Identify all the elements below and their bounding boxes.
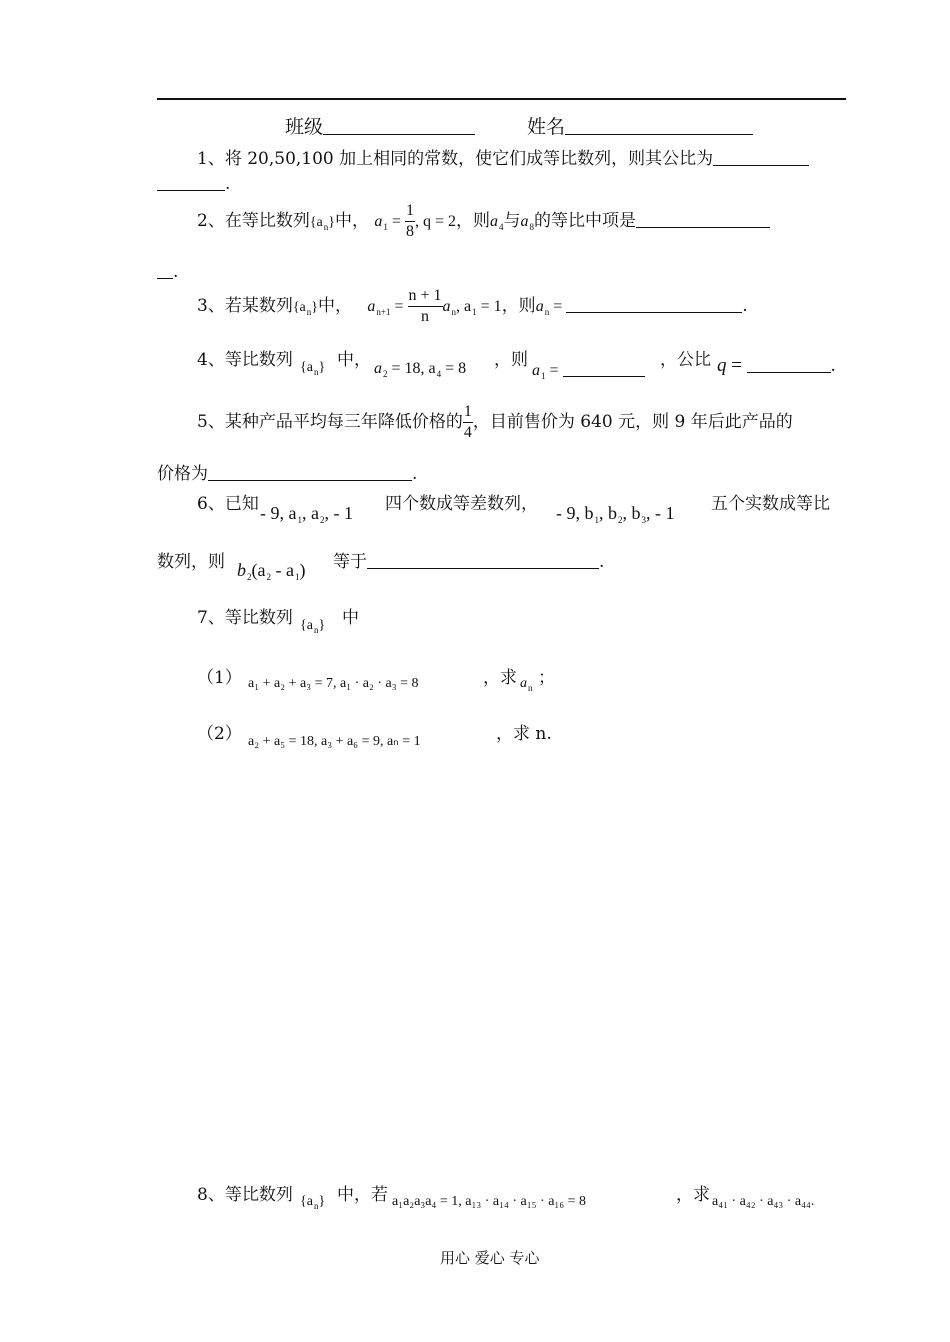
q3-lhs: $a_{n+1}$ = <box>367 298 408 317</box>
q5-pre: 5、某种产品平均每三年降低价格的 <box>197 412 463 432</box>
q4-q: q = . <box>717 355 836 376</box>
q2-then: ，则 <box>455 211 490 231</box>
q5-line2: 价格为 <box>157 464 208 484</box>
q8-ask: ，求 <box>676 1185 710 1205</box>
q6-blank[interactable] <box>367 552 599 569</box>
name-blank[interactable] <box>565 118 753 135</box>
q6-seq2: - 9, $b_1$, $b_2$, $b_3$, - 1 <box>556 503 675 525</box>
q3-end: . <box>742 296 748 316</box>
q1-blank-cont[interactable] <box>157 174 225 191</box>
question-3 <box>197 286 748 327</box>
question-1-cont <box>157 174 230 194</box>
q3-fraction: $\frac{n + 1}{n}$ <box>408 287 442 325</box>
q3-mid: 中， <box>318 296 352 316</box>
q3-seq: $\{a_n\}$ <box>292 300 318 317</box>
q7-seq: $\{a_n\}$ <box>300 618 326 635</box>
q7-part1-target: $a_n$ <box>520 676 533 693</box>
q2-end: . <box>173 262 179 282</box>
q4-blank-a1[interactable] <box>563 360 645 377</box>
q6-mid: 四个数成等差数列， <box>385 494 538 514</box>
q4-then: ，则 <box>494 350 528 370</box>
q2-with: 与 <box>503 211 521 231</box>
q5-end: . <box>412 464 418 484</box>
q6-expression: $b_2(a_2 - a_1)$ <box>237 560 306 582</box>
name-field <box>527 112 753 139</box>
q1-text: 1、将 20,50,100 加上相同的常数，使它们成等比数列，则其公比为 <box>197 149 714 169</box>
q4-seq: $\{a_n\}$ <box>300 360 326 377</box>
q6-tail: 五个实数成等比 <box>711 494 830 514</box>
q5-post: ，目前售价为 640 元，则 9 年后此产品的 <box>472 412 793 432</box>
q6-eq: 等于 <box>333 552 367 572</box>
class-blank[interactable] <box>323 118 475 135</box>
q4-blank-q[interactable] <box>747 356 831 373</box>
q8-seq: $\{a_n\}$ <box>300 1194 326 1211</box>
q7-part1-ask: ，求 <box>483 668 517 688</box>
q2-a8: $a_8$ <box>520 213 534 232</box>
q7-pre: 7、等比数列 <box>197 608 293 628</box>
question-5 <box>197 402 793 443</box>
q1-blank[interactable] <box>713 149 809 166</box>
footer-text: 用心 爱心 专心 <box>440 1249 540 1267</box>
q7-mid: 中 <box>342 608 359 628</box>
q3-rhs: $a_n$, $a_1 = 1$ <box>442 298 502 317</box>
q8-pre: 8、等比数列 <box>197 1185 293 1205</box>
q7-part2-label: （2） <box>197 724 242 744</box>
q6-line2: 数列，则 <box>157 552 225 572</box>
class-label: 班级 <box>285 116 324 138</box>
q1-end: . <box>225 174 231 194</box>
question-4 <box>197 345 293 370</box>
question-1 <box>197 144 809 169</box>
name-label: 姓名 <box>527 116 566 138</box>
q4-ratio: ，公比 <box>660 350 711 370</box>
q2-fraction: $\frac{1}{8}$ <box>405 202 414 240</box>
q4-a1: $a_1$ = <box>532 360 645 381</box>
q7-part2-ask: ，求 n. <box>496 724 552 744</box>
q7-part1-label: （1） <box>197 668 242 688</box>
q2-tail: 的等比中项是 <box>533 211 636 231</box>
q3-an: $a_n$ = <box>535 298 567 317</box>
q6-seq1: - 9, $a_1$, $a_2$, - 1 <box>260 503 353 525</box>
q5-blank[interactable] <box>208 464 412 481</box>
q4-pre: 4、等比数列 <box>197 350 293 370</box>
q3-pre: 3、若某数列 <box>197 296 293 316</box>
q7-part2-expr: a₂ + a₅ = 18, a₃ + a₆ = 9, aₙ = 1 <box>248 734 421 749</box>
question-5-cont <box>157 459 417 484</box>
q4-mid: 中， <box>337 350 371 370</box>
q8-mid: 中，若 <box>337 1185 388 1205</box>
q3-blank[interactable] <box>566 296 742 313</box>
q2-blank-cont[interactable] <box>157 262 173 279</box>
q3-then: ，则 <box>501 296 536 316</box>
q2-mid: 中， <box>335 211 369 231</box>
q5-fraction: $\frac{1}{4}$ <box>463 403 472 441</box>
q6-pre: 6、已知 <box>197 494 259 514</box>
q2-pre: 2、在等比数列 <box>197 211 310 231</box>
question-2 <box>197 201 770 242</box>
q8-target: a₄₁ · a₄₂ · a₄₃ · a₄₄. <box>712 1194 815 1209</box>
q2-blank[interactable] <box>636 211 770 228</box>
q4-condition: $a_2 = 18$, $a_4 = 8$ <box>374 360 467 379</box>
question-2-cont <box>157 262 178 282</box>
q7-part1-expr: a₁ + a₂ + a₃ = 7, a₁ · a₂ · a₃ = 8 <box>248 676 419 691</box>
q2-a1: $a_1$ = <box>374 213 405 232</box>
class-field <box>285 112 475 139</box>
top-rule <box>157 98 846 100</box>
q6-end: . <box>599 552 605 572</box>
q6-answer <box>333 547 604 572</box>
q7-part1-end: ； <box>538 668 555 688</box>
q2-ratio: , q = 2 <box>414 213 456 230</box>
q2-seq: $\{a_n\}$ <box>309 215 335 232</box>
q8-condition: a₁a₂a₃a₄ = 1, a₁₃ · a₁₄ · a₁₅ · a₁₆ = 8 <box>392 1194 587 1209</box>
q2-a4: $a_4$ <box>489 213 504 232</box>
